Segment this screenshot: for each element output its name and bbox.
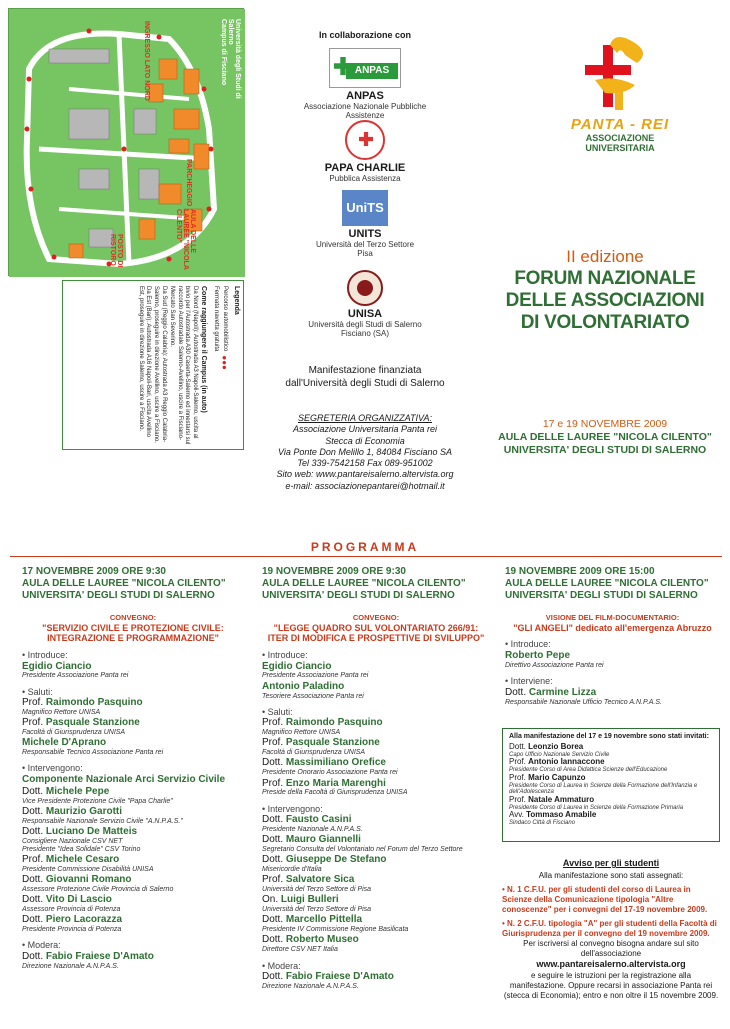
org-desc: Università del Terzo Settore xyxy=(315,240,415,249)
program-day1: 17 NOVEMBRE 2009 ORE 9:30 AULA DELLE LAUREE "NICOLA CILENTO" UNIVERSITA' DEGLI STUDI DI SALERNO CONVEGNO: "SERVIZIO CIVILE E PROTEZIONE CIVILE: INTEGRAZIONE E PROGRAMMAZIONE" • Introduce: Egidio Ciancio Presidente Associazione Panta rei • Saluti: Prof. Raimondo Pasquino Magnifico Rettore UNISA Prof. Pasquale Stanzione Facoltà di Giurisprudenza UNISA Michele D'Aprano Responsabile Tecnico Associazione Panta rei • Intervengono: Componente Nazionale Arci Servizio Civile Dott. Michele Pepe Vice Presidente Protezione Civile "Papa Charlie" Dott. Maurizio Garotti Responsabile Nazionale Servizio Civile "A.N.P.A.S." Dott. Luciano De Matteis Consigliere Nazionale CSV NET Presidente "Idea Solidale" CSV Torino Prof. Michele Cesaro Presidente Commissione Disabilità UNISA Dott. Giovanni Romano Assessore Protezione Civile Provincia di Salerno Dott. Vito Di Lascio Assessore Provincia di Potenza Dott. Piero Lacorazza Presidente Provincia di Potenza • Modera: Dott. Fabio Fraiese D'Amato Direzione Nazionale A.N.P.A.S. xyxy=(22,566,244,971)
invited-guests-box: Alla manifestazione del 17 e 19 novembre sono stati invitati: Dott. Leonzio Borea Capo Ufficio Nazionale Servizio Civile Prof. Antonio Iannaccone Presidente Corso di Area Didattica Scienze dell'Educazione Prof. Mario Capunzo Presidente Corso di Laurea in Scienze della Formazione dell'Infanzia e dell'Adolescenza Prof. Natale Ammaturo Presidente Corso di Laurea in Scienze della Formazione Primaria Avv. Tommaso Amabile Sindaco Città di Fisciano xyxy=(502,728,720,842)
map-label-aula: AULA DELLE LAUREE "NICOLA CILENTO" xyxy=(175,209,196,270)
day-heading: 19 NOVEMBRE 2009 ORE 9:30 AULA DELLE LAUREE "NICOLA CILENTO" UNIVERSITA' DEGLI STUDI DI SALERNO xyxy=(262,566,466,601)
film-title: VISIONE DEL FILM-DOCUMENTARIO: "GLI ANGELI" dedicato all'emergenza Abruzzo xyxy=(513,613,712,633)
map-label-ristoro: POSTO DI RISTORO xyxy=(109,234,123,268)
units-logo: UniTS xyxy=(342,190,388,226)
org-name: ANPAS xyxy=(346,90,384,102)
page-title: FORUM NAZIONALE DELLE ASSOCIAZIONI DI VOLONTARIATO xyxy=(505,268,705,333)
programma-heading: PROGRAMMA xyxy=(310,540,420,554)
org-city: Fisciano (SA) xyxy=(340,329,389,338)
legend-title: Legenda xyxy=(233,286,240,315)
panta-rei-mark-icon xyxy=(555,35,685,115)
legend-text-east: Da Est (Bari): Autostrada A16 Napoli-Bari, uscita Avellino Est, proseguire in direzione Salerno, uscire a Fisciano. xyxy=(137,286,152,437)
secretariat-title: SEGRETERIA ORGANIZZATIVA: xyxy=(297,413,433,423)
day-heading: 19 NOVEMBRE 2009 ORE 15:00 AULA DELLE LAUREE "NICOLA CILENTO" UNIVERSITA' DEGLI STUDI DI SALERNO xyxy=(505,566,709,601)
papa-charlie-logo xyxy=(345,120,385,160)
email-link[interactable]: e-mail: associazionepantarei@hotmail.it xyxy=(285,480,445,491)
legend-how-title: Come raggiungere il Campus (in auto) xyxy=(200,286,208,413)
red-cross-icon xyxy=(359,132,373,146)
org-units xyxy=(285,190,445,258)
brand-name: PANTA - REI xyxy=(570,116,670,133)
program-day2-afternoon: 19 NOVEMBRE 2009 ORE 15:00 AULA DELLE LAUREE "NICOLA CILENTO" UNIVERSITA' DEGLI STUDI DI SALERNO VISIONE DEL FILM-DOCUMENTARIO: "GLI ANGELI" dedicato all'emergenza Abruzzo • Introduce: Roberto Pepe Direttivo Associazione Panta rei • Interviene: Dott. Carmine Lizza Responsabile Nazionale Ufficio Tecnico A.N.P.A.S. xyxy=(505,566,720,707)
brand-sub: ASSOCIAZIONE UNIVERSITARIA xyxy=(585,133,655,153)
legend-text-north: Da Nord (Napoli): Autostrada A3 Napoli-Salerno, uscita al bivio per l'Autostrada A30 Caserta-Salerno ed innestarsi sul raccordo Autostradale Salerno-Avellino, uscire a Fisciano-Mercato San Severino. xyxy=(168,286,199,445)
funding-note: Manifestazione finanziata dall'Università degli Studi di Salerno xyxy=(285,365,445,389)
student-notice: Avviso per gli studenti Alla manifestazione sono stati assegnati: • N. 1 C.F.U. per gli studenti del corso di Laurea in Scienze della Comunicazione tipologia "Altre conoscenze" per i convegni del 17-19 novembre 2009. • N. 2 C.F.U. tipologia "A" per gli studenti della Facoltà di Giurisprudenza per il convegno del 19 novembre 2009. Per iscriversi al convegno bisogna andare sul sito dell'associazione www.pantareisalerno.altervista.org e seguire le istruzioni per la registrazione alla manifestazione. Oppure recarsi in associazione Panta rei (stecca di Economia); entro e non oltre il 15 novembre 2009. xyxy=(502,858,719,1000)
org-name: UNISA xyxy=(347,308,383,320)
convegno-title: CONVEGNO: "LEGGE QUADRO SUL VOLONTARIATO 266/91: ITER DI MODIFICA E PROSPETTIVE DI SVILUPPO" xyxy=(267,613,485,644)
anpas-logo: ANPAS xyxy=(329,48,401,88)
campus-map-drawing xyxy=(9,9,245,277)
secretariat: SEGRETERIA ORGANIZZATIVA: Associazione Universitaria Panta rei Stecca di Economia Via Ponte Don Melillo 1, 84084 Fisciano SA Tel 339-7542158 Fax 089-951002 Sito web: www.pantareisalerno.altervista.org e-mail: associazionepantarei@hotmail.it xyxy=(260,413,470,492)
map-legend xyxy=(62,280,244,450)
collab-heading: In collaborazione con xyxy=(318,30,411,40)
edition: II edizione xyxy=(566,247,644,266)
map-title: Università degli Studi di Salerno Campus di Fisciano xyxy=(220,19,241,99)
campus-map xyxy=(8,8,244,276)
org-desc: Università degli Studi di Salerno xyxy=(308,320,422,329)
unisa-seal-icon xyxy=(347,270,383,306)
legend-stop: Fermata navetta gratuita xyxy=(212,286,219,352)
org-unisa xyxy=(285,270,445,338)
org-papa-charlie xyxy=(285,120,445,183)
convegno-title: CONVEGNO: "SERVIZIO CIVILE E PROTEZIONE CIVILE: INTEGRAZIONE E PROGRAMMAZIONE" xyxy=(42,613,224,644)
event-dateline: 17 e 19 NOVEMBRE 2009 AULA DELLE LAUREE "NICOLA CILENTO" UNIVERSITA' DEGLI STUDI DI SALERNO xyxy=(498,418,712,457)
map-label-entrance: INGRESSO LATO NORD xyxy=(143,21,150,101)
program-day2-morning: 19 NOVEMBRE 2009 ORE 9:30 AULA DELLE LAUREE "NICOLA CILENTO" UNIVERSITA' DEGLI STUDI DI SALERNO CONVEGNO: "LEGGE QUADRO SUL VOLONTARIATO 266/91: ITER DI MODIFICA E PROSPETTIVE DI SVILUPPO" • Introduce: Egidio Ciancio Presidente Associazione Panta rei Antonio Paladino Tesoriere Associazione Panta rei • Saluti: Prof. Raimondo Pasquino Magnifico Rettore UNISA Prof. Pasquale Stanzione Facoltà di Giurisprudenza UNISA Dott. Massimiliano Orefice Presidente Onorario Associazione Panta rei Prof. Enzo Maria Marenghi Preside della Facoltà di Giurisprudenza UNISA • Intervengono: Dott. Fausto Casini Presidente Nazionale A.N.P.A.S. Dott. Mauro Giannelli Segretario Consulta del Volontariato nel Forum del Terzo Settore Dott. Giuseppe De Stefano Misericordie d'Italia Prof. Salvatore Sica Università del Terzo Settore di Pisa On. Luigi Bulleri Università del Terzo Settore di Pisa Dott. Marcello Pittella Presidente IV Commissione Regione Basilicata Dott. Roberto Museo Direttore CSV NET Italia • Modera: Dott. Fabio Fraiese D'Amato Direzione Nazionale A.N.P.A.S. xyxy=(262,566,490,991)
org-anpas xyxy=(285,48,445,120)
org-name: UNITS xyxy=(348,228,382,240)
org-name: PAPA CHARLIE xyxy=(324,162,406,174)
legend-route: Percorso automobilistico xyxy=(221,286,228,352)
org-city: Pisa xyxy=(357,249,373,258)
day-heading: 17 NOVEMBRE 2009 ORE 9:30 AULA DELLE LAUREE "NICOLA CILENTO" UNIVERSITA' DEGLI STUDI DI SALERNO xyxy=(22,566,226,601)
registration-link[interactable]: www.pantareisalerno.altervista.org xyxy=(536,959,686,970)
org-desc: Associazione Nazionale Pubbliche Assistenze xyxy=(303,102,427,120)
legend-text-south: Da Sud (Reggio Calabria): Autostrada A3 Reggio Calabria-Salerno, proseguire in direzione Avellino, uscire a Fisciano. xyxy=(153,286,168,443)
panta-rei-logo xyxy=(555,35,685,153)
divider xyxy=(10,556,722,557)
map-label-parking: PARCHEGGIO xyxy=(185,159,192,207)
website-link[interactable]: Sito web: www.pantareisalerno.altervista.org xyxy=(276,469,454,480)
org-desc: Pubblica Assistenza xyxy=(329,174,401,183)
route-dots-icon: ●●● xyxy=(220,355,230,370)
